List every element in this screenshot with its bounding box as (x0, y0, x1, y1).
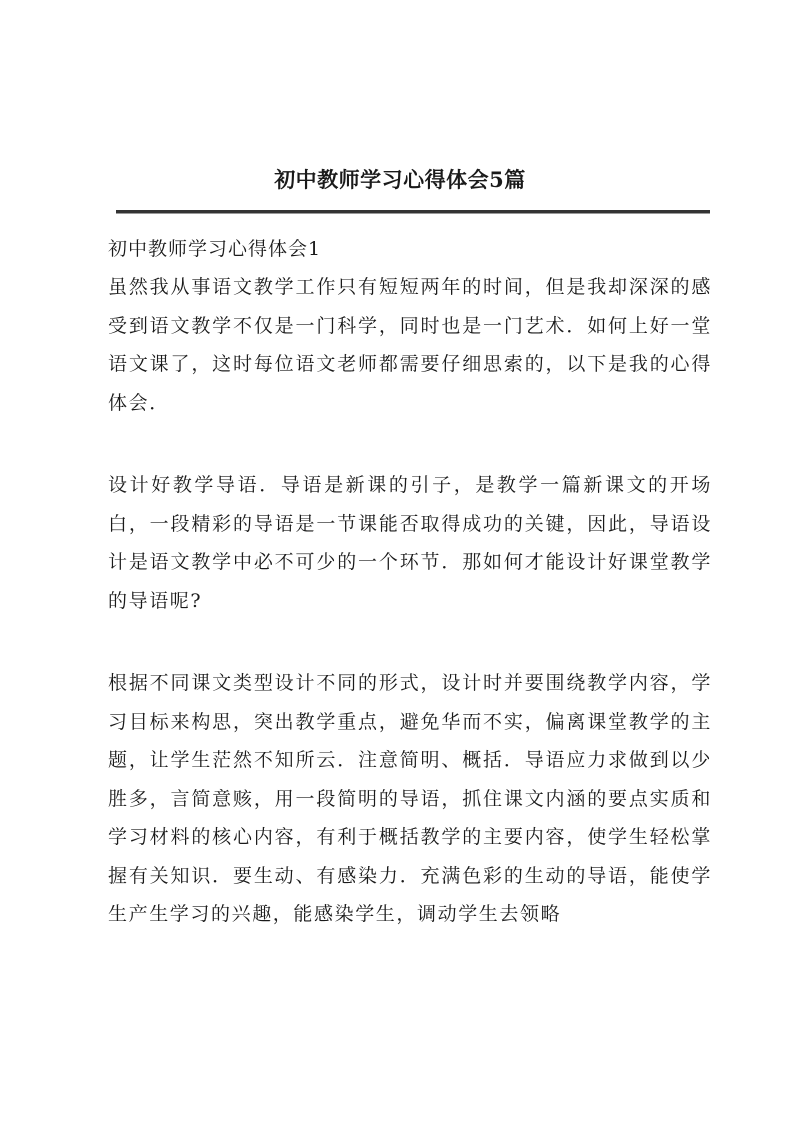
paragraph-spacer (108, 422, 712, 466)
section-heading: 初中教师学习心得体会1 (108, 238, 322, 260)
paragraph-lead-in-design: 设计好教学导语．导语是新课的引子，是教学一篇新课文的开场白，一段精彩的导语是一节课能否取得成功的关键，因此，导语设计是语文教学中必不可少的一个环节．那如何才能设计好课堂教学的导语呢? (108, 474, 712, 612)
title-divider (116, 210, 710, 214)
paragraph-intro: 虽然我从事语文教学工作只有短短两年的时间，但是我却深深的感受到语文教学不仅是一门科学，同时也是一门艺术．如何上好一堂语文课了，这时每位语文老师都需要仔细思索的，以下是我的心得体会． (108, 276, 712, 414)
paragraph-spacer (108, 620, 712, 664)
paragraph-lead-in-methods: 根据不同课文类型设计不同的形式，设计时并要围绕教学内容，学习目标来构思，突出教学重点，避免华而不实，偏离课堂教学的主题，让学生茫然不知所云．注意简明、概括．导语应力求做到以少胜多，言简意赅，用一段简明的导语，抓住课文内涵的要点实质和学习材料的核心内容，有利于概括教学的主要内容，使学生轻松掌握有关知识．要生动、有感染力．充满色彩的生动的导语，能使学生产生学习的兴趣，能感染学生，调动学生去领略 (108, 672, 712, 925)
document-title: 初中教师学习心得体会5篇 (274, 167, 526, 192)
document-body (108, 230, 712, 934)
